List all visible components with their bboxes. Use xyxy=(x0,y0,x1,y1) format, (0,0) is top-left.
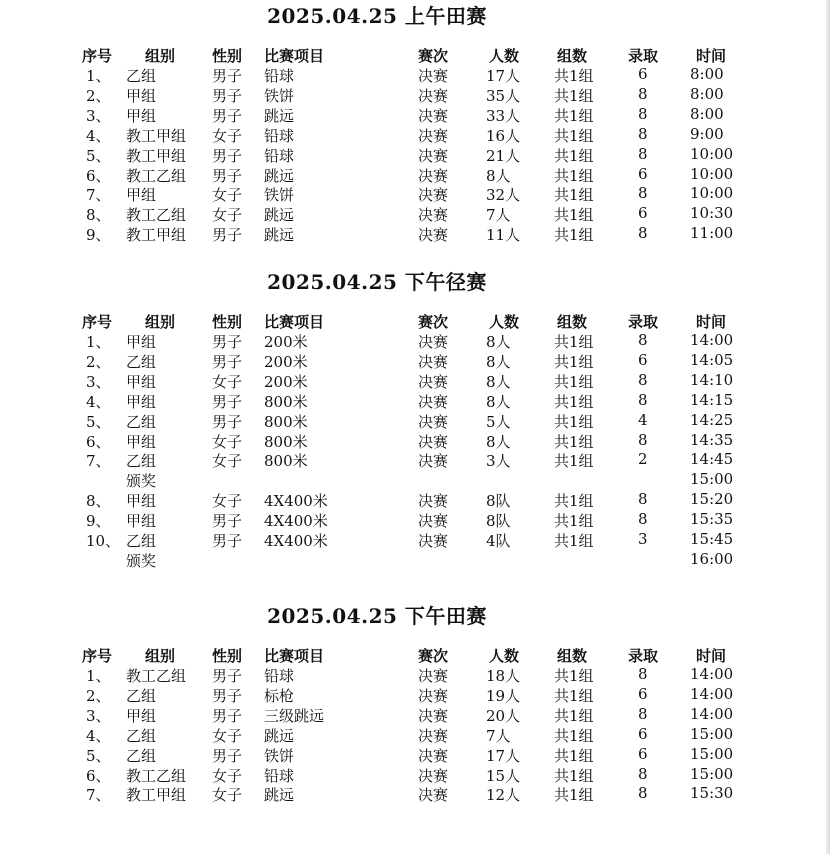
row-index: 5、 xyxy=(86,146,111,165)
row-index: 4、 xyxy=(86,126,111,145)
sex-cell: 男子 xyxy=(212,86,243,105)
row-index: 8、 xyxy=(86,206,111,225)
time-cell: 10:00 xyxy=(690,144,734,163)
header-group: 组别 xyxy=(145,313,176,331)
table-row xyxy=(0,184,830,204)
row-index: 7、 xyxy=(86,186,111,205)
count-cell: 15人 xyxy=(486,766,521,785)
event-cell: 800米 xyxy=(264,452,308,471)
table-row xyxy=(0,725,830,745)
advance-cell: 8 xyxy=(638,84,648,103)
header-heats: 组数 xyxy=(557,647,588,665)
group-cell: 教工甲组 xyxy=(126,226,187,245)
table-row xyxy=(0,745,830,765)
table-row xyxy=(0,85,830,105)
round-cell: 决赛 xyxy=(418,452,449,471)
row-index: 2、 xyxy=(86,686,111,705)
heats-cell: 共1组 xyxy=(554,372,594,391)
table-row xyxy=(0,224,830,244)
event-cell: 铅球 xyxy=(264,146,295,165)
advance-cell: 8 xyxy=(638,124,648,143)
round-cell: 决赛 xyxy=(418,492,449,511)
round-cell: 决赛 xyxy=(418,786,449,805)
time-cell: 14:00 xyxy=(690,684,734,703)
header-group: 组别 xyxy=(145,647,176,665)
event-cell: 200米 xyxy=(264,372,308,391)
group-cell: 乙组 xyxy=(126,686,157,705)
sex-cell: 男子 xyxy=(212,392,243,411)
count-cell: 17人 xyxy=(486,746,521,765)
event-cell: 铁饼 xyxy=(264,186,295,205)
group-cell: 甲组 xyxy=(126,186,157,205)
round-cell: 决赛 xyxy=(418,67,449,85)
group-cell: 甲组 xyxy=(126,86,157,105)
heats-cell: 共1组 xyxy=(554,746,594,765)
round-cell: 决赛 xyxy=(418,706,449,725)
time-cell: 14:05 xyxy=(690,350,734,369)
table-row xyxy=(0,685,830,705)
event-cell: 跳远 xyxy=(264,786,295,805)
sex-cell: 女子 xyxy=(212,206,243,225)
event-cell: 800米 xyxy=(264,432,308,451)
table-row xyxy=(0,705,830,725)
sex-cell: 男子 xyxy=(212,746,243,765)
event-cell: 4X400米 xyxy=(264,512,328,531)
time-cell: 8:00 xyxy=(690,104,724,123)
header-sex: 性别 xyxy=(212,47,243,65)
round-cell: 决赛 xyxy=(418,372,449,391)
count-cell: 4队 xyxy=(486,532,511,550)
row-index: 3、 xyxy=(86,706,111,725)
advance-cell: 6 xyxy=(638,744,648,763)
sex-cell: 女子 xyxy=(212,786,243,805)
table-row xyxy=(0,351,830,371)
sex-cell: 男子 xyxy=(212,67,243,85)
sex-cell: 女子 xyxy=(212,432,243,451)
row-index: 1、 xyxy=(86,333,111,351)
heats-cell: 共1组 xyxy=(554,686,594,705)
header-sex: 性别 xyxy=(212,313,243,331)
time-cell: 15:00 xyxy=(690,764,734,783)
header-time: 时间 xyxy=(696,313,727,331)
group-cell: 乙组 xyxy=(126,67,157,85)
time-cell: 14:45 xyxy=(690,450,734,469)
event-cell: 跳远 xyxy=(264,166,295,185)
count-cell: 8人 xyxy=(486,333,511,351)
heats-cell: 共1组 xyxy=(554,166,594,185)
table-row xyxy=(0,510,830,530)
group-cell: 教工乙组 xyxy=(126,766,187,785)
time-cell: 14:00 xyxy=(690,665,734,683)
advance-cell: 8 xyxy=(638,490,648,509)
event-cell: 200米 xyxy=(264,333,308,351)
group-cell: 甲组 xyxy=(126,706,157,725)
sex-cell: 女子 xyxy=(212,126,243,145)
round-cell: 决赛 xyxy=(418,352,449,371)
count-cell: 5人 xyxy=(486,412,511,431)
time-cell: 8:00 xyxy=(690,65,724,83)
group-cell: 甲组 xyxy=(126,106,157,125)
table-row xyxy=(0,145,830,165)
header-advance: 录取 xyxy=(628,47,659,65)
sex-cell: 男子 xyxy=(212,532,243,550)
count-cell: 20人 xyxy=(486,706,521,725)
header-idx: 序号 xyxy=(82,647,113,665)
sex-cell: 男子 xyxy=(212,333,243,351)
event-cell: 跳远 xyxy=(264,226,295,245)
sex-cell: 男子 xyxy=(212,226,243,245)
count-cell: 17人 xyxy=(486,67,521,85)
advance-cell: 3 xyxy=(638,530,648,548)
row-index: 9、 xyxy=(86,512,111,531)
heats-cell: 共1组 xyxy=(554,412,594,431)
sex-cell: 男子 xyxy=(212,146,243,165)
sex-cell: 女子 xyxy=(212,726,243,745)
section-title: 2025.04.25 下午田赛 xyxy=(267,604,487,628)
time-cell: 9:00 xyxy=(690,124,724,143)
advance-cell: 8 xyxy=(638,184,648,203)
header-time: 时间 xyxy=(696,47,727,65)
header-time: 时间 xyxy=(696,647,727,665)
heats-cell: 共1组 xyxy=(554,106,594,125)
event-cell: 铅球 xyxy=(264,126,295,145)
heats-cell: 共1组 xyxy=(554,226,594,245)
heats-cell: 共1组 xyxy=(554,146,594,165)
sex-cell: 男子 xyxy=(212,667,243,685)
advance-cell: 8 xyxy=(638,104,648,123)
group-cell: 乙组 xyxy=(126,452,157,471)
sex-cell: 女子 xyxy=(212,766,243,785)
advance-cell: 8 xyxy=(638,331,648,349)
heats-cell: 共1组 xyxy=(554,667,594,685)
round-cell: 决赛 xyxy=(418,166,449,185)
event-cell: 三级跳远 xyxy=(264,706,325,725)
group-cell: 甲组 xyxy=(126,392,157,411)
count-cell: 8人 xyxy=(486,166,511,185)
group-cell: 教工甲组 xyxy=(126,146,187,165)
row-index: 8、 xyxy=(86,492,111,511)
table-row xyxy=(0,204,830,224)
header-round: 赛次 xyxy=(418,47,449,65)
sex-cell: 男子 xyxy=(212,706,243,725)
count-cell: 7人 xyxy=(486,206,511,225)
heats-cell: 共1组 xyxy=(554,726,594,745)
group-cell: 教工乙组 xyxy=(126,667,187,685)
round-cell: 决赛 xyxy=(418,206,449,225)
sex-cell: 男子 xyxy=(212,106,243,125)
sex-cell: 女子 xyxy=(212,452,243,471)
row-index: 9、 xyxy=(86,226,111,245)
time-cell: 14:25 xyxy=(690,410,734,429)
heats-cell: 共1组 xyxy=(554,86,594,105)
advance-cell: 6 xyxy=(638,65,648,83)
sex-cell: 男子 xyxy=(212,512,243,531)
heats-cell: 共1组 xyxy=(554,532,594,550)
time-cell: 14:10 xyxy=(690,370,734,389)
round-cell: 决赛 xyxy=(418,392,449,411)
time-cell: 16:00 xyxy=(690,549,734,568)
count-cell: 8人 xyxy=(486,372,511,391)
event-cell: 800米 xyxy=(264,392,308,411)
header-event: 比赛项目 xyxy=(264,647,325,665)
advance-cell: 6 xyxy=(638,724,648,743)
advance-cell: 2 xyxy=(638,450,648,469)
row-index: 7、 xyxy=(86,452,111,471)
time-cell: 15:00 xyxy=(690,724,734,743)
header-event: 比赛项目 xyxy=(264,313,325,331)
count-cell: 8队 xyxy=(486,492,511,511)
heats-cell: 共1组 xyxy=(554,126,594,145)
heats-cell: 共1组 xyxy=(554,706,594,725)
round-cell: 决赛 xyxy=(418,512,449,531)
heats-cell: 共1组 xyxy=(554,67,594,85)
time-cell: 14:00 xyxy=(690,331,734,349)
table-row xyxy=(0,125,830,145)
time-cell: 15:00 xyxy=(690,470,734,489)
count-cell: 35人 xyxy=(486,86,521,105)
event-cell: 200米 xyxy=(264,352,308,371)
round-cell: 决赛 xyxy=(418,432,449,451)
advance-cell: 8 xyxy=(638,430,648,449)
round-cell: 决赛 xyxy=(418,106,449,125)
group-cell: 教工甲组 xyxy=(126,126,187,145)
count-cell: 3人 xyxy=(486,452,511,471)
group-cell: 教工甲组 xyxy=(126,786,187,805)
round-cell: 决赛 xyxy=(418,146,449,165)
sex-cell: 女子 xyxy=(212,186,243,205)
group-cell: 教工乙组 xyxy=(126,166,187,185)
heats-cell: 共1组 xyxy=(554,786,594,805)
table-row xyxy=(0,105,830,125)
group-cell: 甲组 xyxy=(126,333,157,351)
count-cell: 7人 xyxy=(486,726,511,745)
event-cell: 跳远 xyxy=(264,726,295,745)
header-group: 组别 xyxy=(145,47,176,65)
time-cell: 14:35 xyxy=(690,430,734,449)
round-cell: 决赛 xyxy=(418,186,449,205)
header-count: 人数 xyxy=(489,47,520,65)
group-cell: 乙组 xyxy=(126,726,157,745)
advance-cell: 8 xyxy=(638,764,648,783)
count-cell: 11人 xyxy=(486,226,521,245)
table-row xyxy=(0,65,830,85)
advance-cell: 8 xyxy=(638,665,648,683)
event-cell: 800米 xyxy=(264,412,308,431)
time-cell: 15:00 xyxy=(690,744,734,763)
heats-cell: 共1组 xyxy=(554,432,594,451)
group-cell: 乙组 xyxy=(126,412,157,431)
header-round: 赛次 xyxy=(418,313,449,331)
round-cell: 决赛 xyxy=(418,766,449,785)
header-heats: 组数 xyxy=(557,313,588,331)
count-cell: 8人 xyxy=(486,432,511,451)
time-cell: 14:00 xyxy=(690,704,734,723)
advance-cell: 8 xyxy=(638,370,648,389)
heats-cell: 共1组 xyxy=(554,492,594,511)
row-index: 4、 xyxy=(86,726,111,745)
count-cell: 32人 xyxy=(486,186,521,205)
event-cell: 跳远 xyxy=(264,106,295,125)
header-event: 比赛项目 xyxy=(264,47,325,65)
advance-cell: 8 xyxy=(638,704,648,723)
sex-cell: 男子 xyxy=(212,352,243,371)
advance-cell: 8 xyxy=(638,390,648,409)
advance-cell: 6 xyxy=(638,350,648,369)
group-cell: 甲组 xyxy=(126,492,157,511)
round-cell: 决赛 xyxy=(418,667,449,685)
advance-cell: 6 xyxy=(638,684,648,703)
advance-cell: 8 xyxy=(638,510,648,529)
advance-cell: 4 xyxy=(638,410,648,429)
round-cell: 决赛 xyxy=(418,333,449,351)
table-row xyxy=(0,530,830,550)
heats-cell: 共1组 xyxy=(554,512,594,531)
count-cell: 8人 xyxy=(486,392,511,411)
group-cell: 甲组 xyxy=(126,432,157,451)
group-cell: 甲组 xyxy=(126,372,157,391)
time-cell: 15:35 xyxy=(690,510,734,529)
event-cell: 铅球 xyxy=(264,766,295,785)
table-row xyxy=(0,784,830,804)
group-cell: 乙组 xyxy=(126,532,157,550)
time-cell: 15:20 xyxy=(690,490,734,509)
row-index: 5、 xyxy=(86,746,111,765)
table-row xyxy=(0,665,830,685)
header-idx: 序号 xyxy=(82,313,113,331)
advance-cell: 6 xyxy=(638,204,648,223)
table-row xyxy=(0,470,830,490)
row-index: 7、 xyxy=(86,786,111,805)
count-cell: 18人 xyxy=(486,667,521,685)
round-cell: 决赛 xyxy=(418,726,449,745)
count-cell: 8人 xyxy=(486,352,511,371)
round-cell: 决赛 xyxy=(418,412,449,431)
header-round: 赛次 xyxy=(418,647,449,665)
event-cell: 跳远 xyxy=(264,206,295,225)
advance-cell: 8 xyxy=(638,224,648,243)
row-index: 1、 xyxy=(86,67,111,85)
table-row xyxy=(0,411,830,431)
count-cell: 21人 xyxy=(486,146,521,165)
heats-cell: 共1组 xyxy=(554,186,594,205)
header-heats: 组数 xyxy=(557,47,588,65)
sex-cell: 男子 xyxy=(212,166,243,185)
group-cell: 乙组 xyxy=(126,746,157,765)
row-index: 4、 xyxy=(86,392,111,411)
heats-cell: 共1组 xyxy=(554,352,594,371)
row-index: 6、 xyxy=(86,432,111,451)
time-cell: 15:45 xyxy=(690,530,734,548)
table-row xyxy=(0,550,830,570)
row-index: 3、 xyxy=(86,106,111,125)
header-count: 人数 xyxy=(489,313,520,331)
heats-cell: 共1组 xyxy=(554,452,594,471)
row-index: 3、 xyxy=(86,372,111,391)
time-cell: 15:30 xyxy=(690,784,734,803)
row-index: 6、 xyxy=(86,166,111,185)
round-cell: 决赛 xyxy=(418,686,449,705)
round-cell: 决赛 xyxy=(418,532,449,550)
count-cell: 12人 xyxy=(486,786,521,805)
table-header xyxy=(0,311,830,331)
heats-cell: 共1组 xyxy=(554,766,594,785)
header-advance: 录取 xyxy=(628,647,659,665)
time-cell: 8:00 xyxy=(690,84,724,103)
event-cell: 4X400米 xyxy=(264,532,328,550)
table-row xyxy=(0,431,830,451)
heats-cell: 共1组 xyxy=(554,333,594,351)
time-cell: 10:00 xyxy=(690,164,734,183)
section-title: 2025.04.25 下午径赛 xyxy=(267,270,487,294)
row-index: 10、 xyxy=(86,532,121,550)
header-advance: 录取 xyxy=(628,313,659,331)
sex-cell: 女子 xyxy=(212,372,243,391)
row-index: 6、 xyxy=(86,766,111,785)
table-row xyxy=(0,165,830,185)
group-cell: 教工乙组 xyxy=(126,206,187,225)
round-cell: 决赛 xyxy=(418,746,449,765)
round-cell: 决赛 xyxy=(418,226,449,245)
advance-cell: 6 xyxy=(638,164,648,183)
heats-cell: 共1组 xyxy=(554,206,594,225)
event-cell: 铅球 xyxy=(264,67,295,85)
count-cell: 8队 xyxy=(486,512,511,531)
event-cell: 标枪 xyxy=(264,686,295,705)
advance-cell: 8 xyxy=(638,144,648,163)
group-cell: 颁奖 xyxy=(126,472,157,491)
header-count: 人数 xyxy=(489,647,520,665)
sex-cell: 男子 xyxy=(212,686,243,705)
count-cell: 16人 xyxy=(486,126,521,145)
table-row xyxy=(0,331,830,351)
sex-cell: 男子 xyxy=(212,412,243,431)
heats-cell: 共1组 xyxy=(554,392,594,411)
event-cell: 铁饼 xyxy=(264,86,295,105)
round-cell: 决赛 xyxy=(418,86,449,105)
advance-cell: 8 xyxy=(638,784,648,803)
event-cell: 铅球 xyxy=(264,667,295,685)
sex-cell: 女子 xyxy=(212,492,243,511)
table-row xyxy=(0,371,830,391)
time-cell: 11:00 xyxy=(690,224,734,243)
row-index: 1、 xyxy=(86,667,111,685)
round-cell: 决赛 xyxy=(418,126,449,145)
table-row xyxy=(0,490,830,510)
table-row xyxy=(0,765,830,785)
header-sex: 性别 xyxy=(212,647,243,665)
time-cell: 10:30 xyxy=(690,204,734,223)
event-cell: 4X400米 xyxy=(264,492,328,511)
table-header xyxy=(0,45,830,65)
row-index: 2、 xyxy=(86,352,111,371)
table-header xyxy=(0,645,830,665)
event-cell: 铁饼 xyxy=(264,746,295,765)
table-row xyxy=(0,391,830,411)
group-cell: 甲组 xyxy=(126,512,157,531)
section-title: 2025.04.25 上午田赛 xyxy=(267,4,487,28)
group-cell: 颁奖 xyxy=(126,551,157,570)
row-index: 5、 xyxy=(86,412,111,431)
header-idx: 序号 xyxy=(82,47,113,65)
time-cell: 14:15 xyxy=(690,390,734,409)
row-index: 2、 xyxy=(86,86,111,105)
count-cell: 33人 xyxy=(486,106,521,125)
count-cell: 19人 xyxy=(486,686,521,705)
table-row xyxy=(0,450,830,470)
group-cell: 乙组 xyxy=(126,352,157,371)
time-cell: 10:00 xyxy=(690,184,734,203)
